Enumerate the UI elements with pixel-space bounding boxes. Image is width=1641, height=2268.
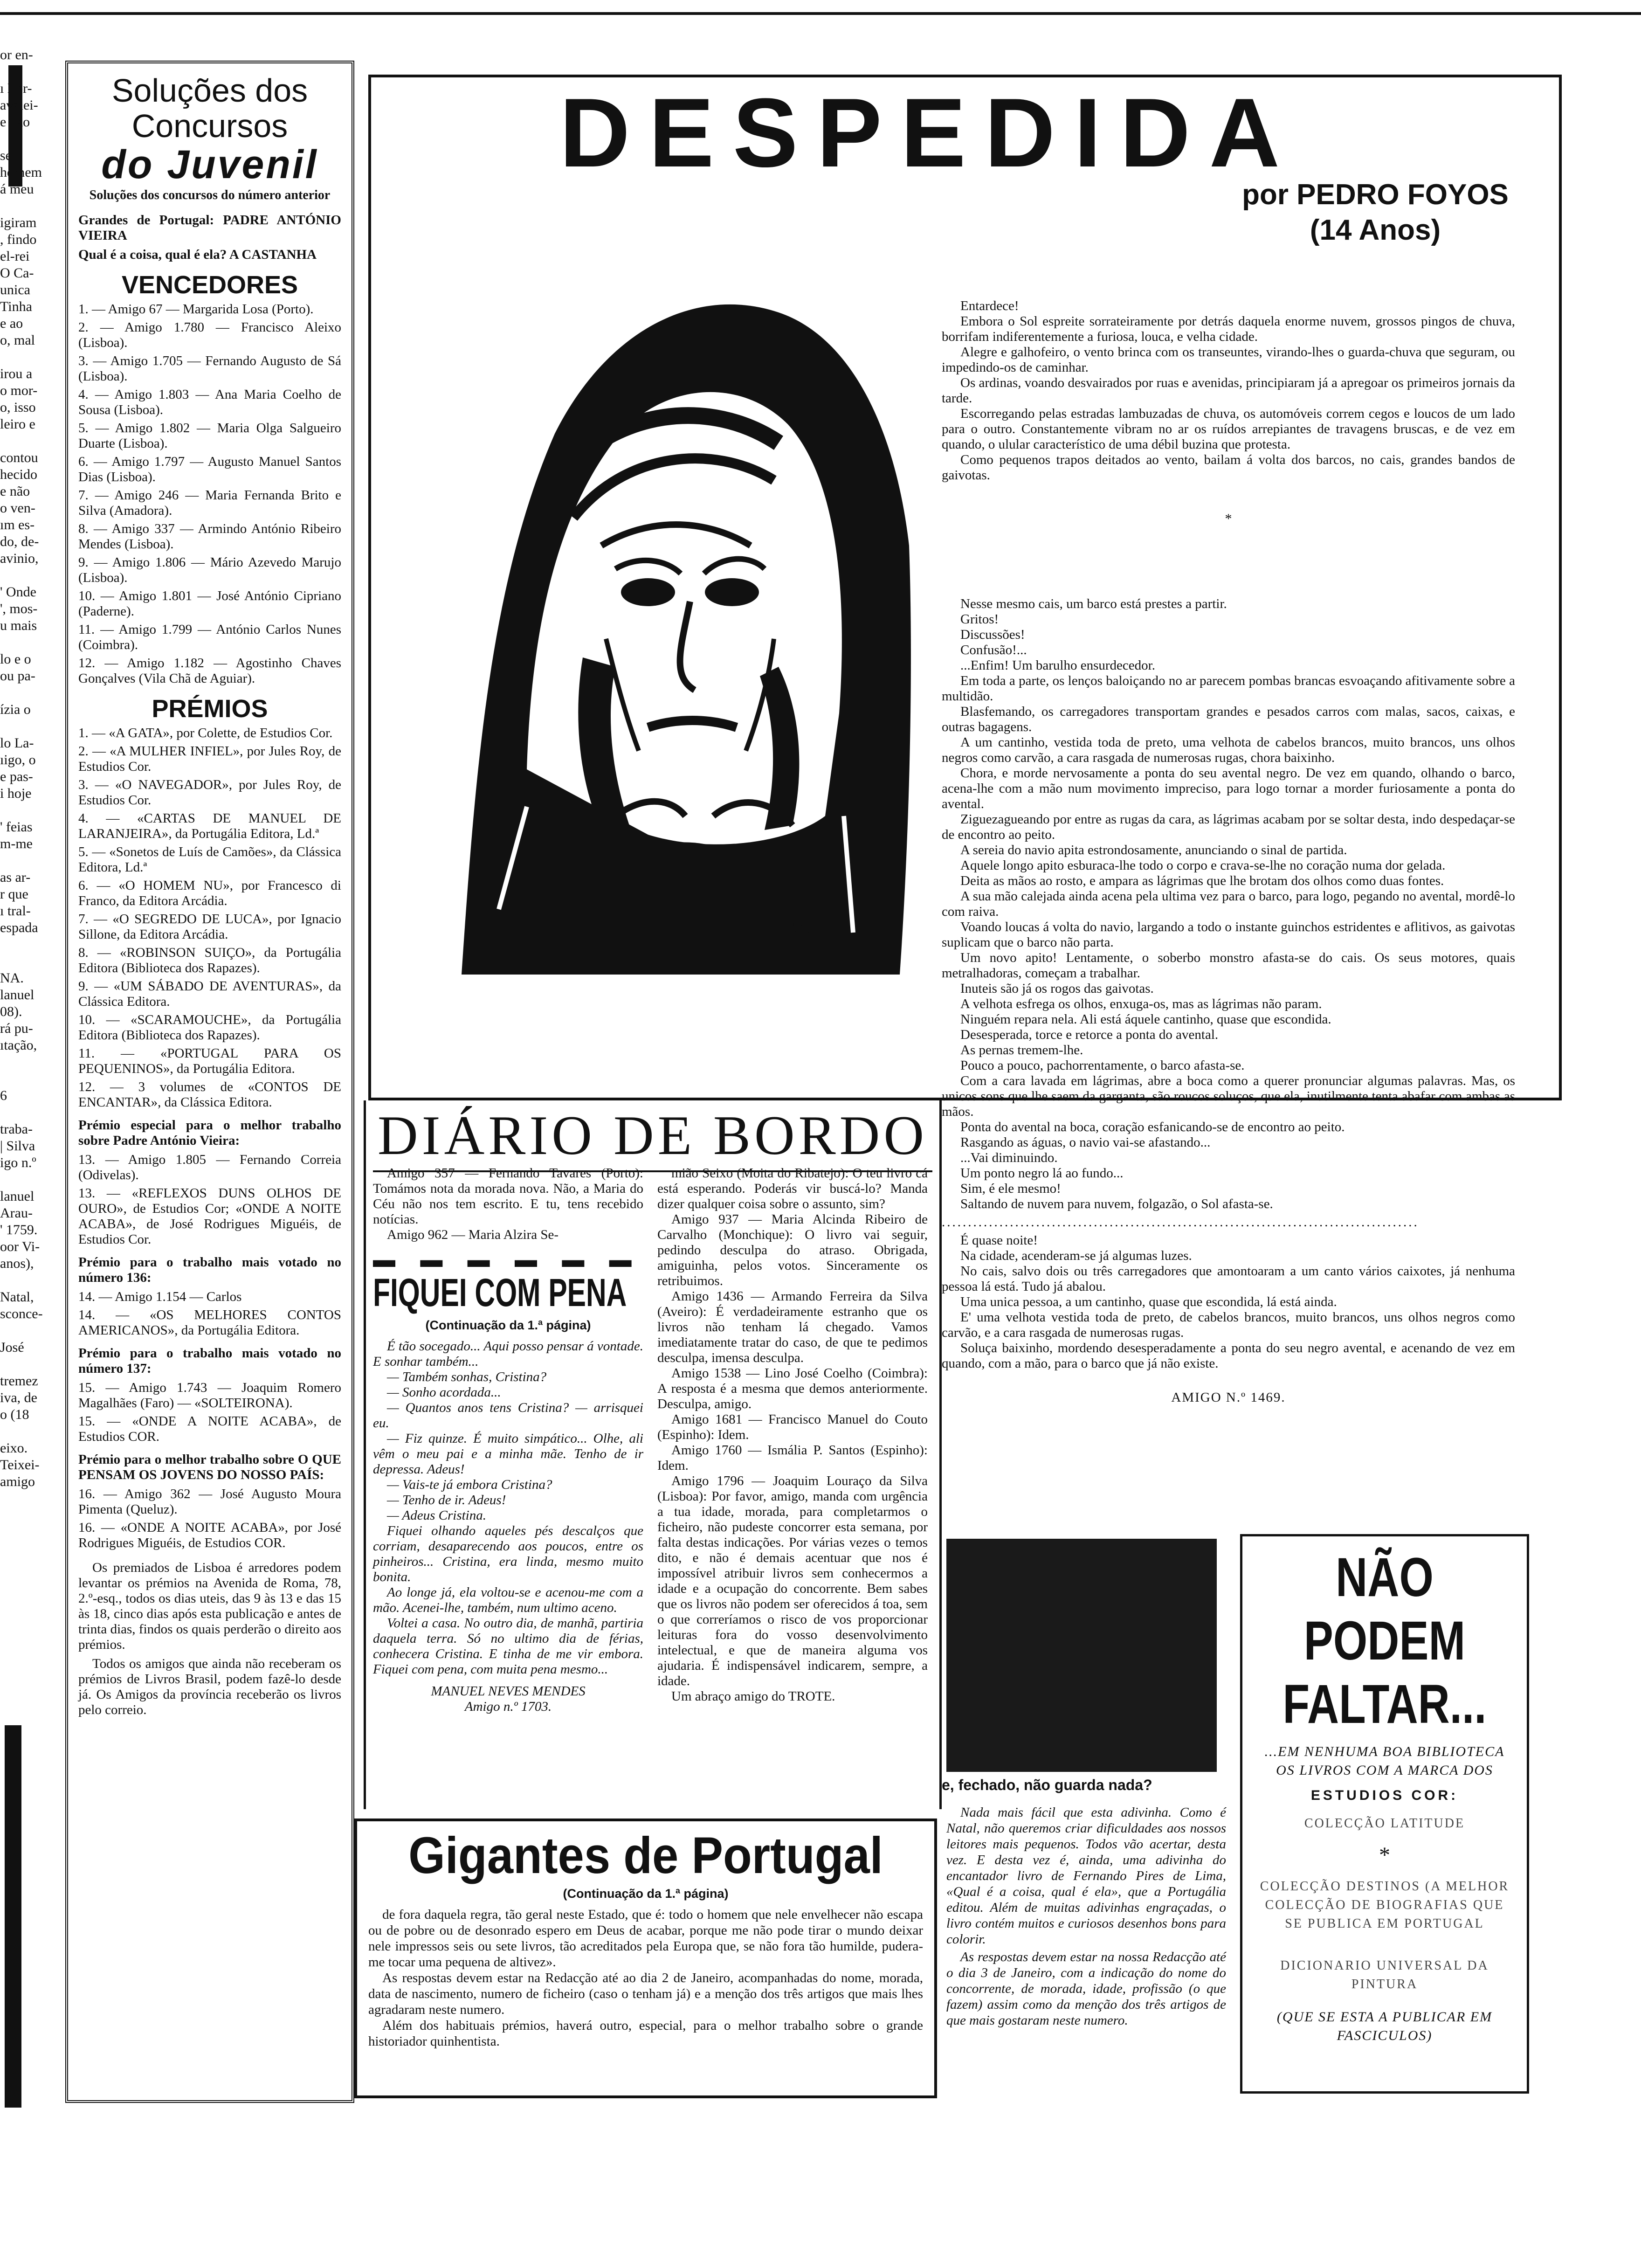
despedida-paras-a <box>942 298 1515 483</box>
winner-item: 11. — Amigo 1.799 — António Carlos Nunes (Coimbra). <box>78 622 341 652</box>
edge-fragment: leiro e <box>0 416 35 432</box>
despedida-paragraph: É quase noite! <box>960 1233 1038 1248</box>
despedida-paragraph: Com a cara lavada em lágrimas, abre a boca como a querer pronunciar algumas palavras. Mas, os unicos sons que lhe saem da garganta, são roucos soluços, que ela, inutilmente tenta abafar com ambas as mãos. <box>942 1073 1515 1119</box>
edge-fragment: 08). <box>0 1004 22 1019</box>
edge-fragment <box>0 1322 61 1339</box>
diario-paragraph: Amigo 1760 — Ismália P. Santos (Espinho): Idem. <box>657 1443 928 1473</box>
edge-fragment: ', mos- <box>0 601 38 616</box>
despedida-paragraph: A sereia do navio apita estrondosamente, anunciando o sinal de partida. <box>960 843 1347 857</box>
edge-fragment <box>0 634 61 651</box>
edge-fragment: | Silva <box>0 1138 35 1154</box>
edge-fragment: tremez <box>0 1373 38 1389</box>
diario-column-2 <box>657 1166 928 1704</box>
edge-fragment: ' Onde <box>0 584 36 600</box>
edge-fragment: el-rei <box>0 249 30 264</box>
nao-podem-faltar-box <box>1240 1534 1529 2094</box>
byline-age: (14 Anos) <box>1310 214 1441 246</box>
despedida-paragraph: Deita as mãos ao rosto, e ampara as lágrimas que lhe brotam dos olhos como duas fontes. <box>960 873 1444 888</box>
prize-item: 9. — «UM SÁBADO DE AVENTURAS», da Clássica Editora. <box>78 979 341 1009</box>
special-prize-item: 13. — «REFLEXOS DUNS OLHOS DE OURO», de Estudios Cor; «ONDE A NOITE ACABA», de José Rodrigues Miguéis, de Estudios Cor. <box>78 1186 341 1247</box>
edge-fragment: ıtação, <box>0 1037 37 1053</box>
juvenil-title-line1: Soluções dos Concursos <box>111 72 308 144</box>
despedida-paragraph: ...Enfim! Um barulho ensurdecedor. <box>960 658 1155 673</box>
despedida-paragraph: No cais, salvo dois ou três carregadores que amontoaram a um canto vários caixotes, já nenhuma pessoa lá está. Tudo já abalou. <box>942 1264 1515 1294</box>
diario-paragraph: Amigo 962 — Maria Alzira Se- <box>387 1227 559 1242</box>
edge-fragment <box>0 1272 61 1289</box>
fiquei-paragraph: — Vais-te já embora Cristina? <box>387 1477 552 1492</box>
edge-fragment <box>0 802 61 819</box>
fiquei-amigo: Amigo n.º 1703. <box>464 1699 552 1714</box>
despedida-paragraph: Pouco a pouco, pachorrentamente, o barco afasta-se. <box>960 1058 1245 1073</box>
prize-item: 7. — «O SEGREDO DE LUCA», por Ignacio Sillone, da Editora Arcádia. <box>78 912 341 942</box>
diario-paragraph: Um abraço amigo do TROTE. <box>671 1689 835 1704</box>
edge-fragment <box>0 1054 61 1071</box>
edge-fragment <box>0 349 61 366</box>
edge-fragment: m-me <box>0 836 33 851</box>
despedida-paragraph: Chora, e morde nervosamente a ponta do seu avental negro. De vez em quando, olhando o barco, acena-lhe com a mão num movimento impreciso, para logo tornar a morder furiosamente a ponta do avental. <box>942 766 1515 811</box>
special-prize-item: 14. — Amigo 1.154 — Carlos <box>78 1289 242 1304</box>
prizes-heading: PRÉMIOS <box>152 695 268 723</box>
special-prize-item: 15. — «ONDE A NOITE ACABA», de Estudios COR. <box>78 1414 341 1444</box>
despedida-paragraph: Confusão!... <box>960 643 1027 657</box>
dotted-separator: ........................................................................................... <box>942 1215 1419 1230</box>
fiquei-paragraph: Voltei a casa. No outro dia, de manhã, partiria daquela terra. Só no ultimo dia de férias, conhecera Cristina. E tinha de me vir embora. Fiquei com pena, com muita pena mesmo... <box>373 1616 643 1677</box>
dash-separator: ▬ ▬ ▬ ▬ ▬ ▬ <box>373 1247 641 1272</box>
despedida-paragraph: Um novo apito! Lentamente, o soberbo monstro afasta-se do cais. Os seus motores, quais metralhadoras, começam a trabalhar. <box>942 950 1515 981</box>
prize-item: 3. — «O NAVEGADOR», por Jules Roy, de Estudios Cor. <box>78 777 341 808</box>
winner-item: 5. — Amigo 1.802 — Maria Olga Salgueiro Duarte (Lisboa). <box>78 421 341 451</box>
diario-paragraph: Amigo 1796 — Joaquim Louraço da Silva (Lisboa): Por favor, amigo, manda com urgência a tua idade, morada, para completarmos o ficheiro, não pudeste concorrer esta semana, por falta destas indicações. Por várias vezes o temos dito, e não é demais acentuar que nos é impossível atribuir livros sem conhecermos a idade e a ocupação do concorrente. Bem sabes que os livros não podem ser oferecidos á toa, sem o que correríamos o risco de vos proporcionar leituras fora do vosso desenvolvimento intelectual, e que de maneira alguma vos ajudaria. É indispensável indicarem, sempre, a idade. <box>657 1473 928 1688</box>
winners-heading: VENCEDORES <box>121 271 298 299</box>
edge-fragment: u mais <box>0 618 37 633</box>
special-prize-2-label: Prémio para o trabalho mais votado no número 136: <box>78 1255 341 1285</box>
edge-fragment: avalei- <box>0 97 38 113</box>
edge-fragment: e não <box>0 484 30 499</box>
edge-fragment: o, isso <box>0 400 36 415</box>
npf-line-dicionario: DICIONARIO UNIVERSAL DA PINTURA <box>1280 1958 1489 1991</box>
edge-fragment: e pas- <box>0 769 33 784</box>
despedida-paragraph: Rasgando as águas, o navio vai-se afastando... <box>960 1135 1211 1150</box>
adivinha-paragraph: Nada mais fácil que esta adivinha. Como é Natal, não queremos criar dificuldades aos nossos leitores mais pequenos. Todos vão acertar, desta vez. E desta vez é, ainda, uma adivinha do encantador livro de Fernando Pires de Lima, «Qual é a coisa, qual é ela», que a Portugália editou. Além de muitas adivinhas engraçadas, o livro contém muitos e curiosos desenhos bons para colorir. <box>946 1805 1226 1947</box>
despedida-paragraph: Saltando de nuvem para nuvem, folgazão, o Sol afasta-se. <box>960 1196 1273 1211</box>
edge-fragment: se. <box>0 148 15 163</box>
diario-col1-paras <box>373 1166 643 1243</box>
edge-fragment: Arau- <box>0 1205 33 1221</box>
edge-fragment: NA. <box>0 970 24 986</box>
edge-fragment: ı tral- <box>0 903 31 919</box>
edge-fragment: ízia o <box>0 702 31 717</box>
prize-item: 6. — «O HOMEM NU», por Francesco di Franco, da Editora Arcádia. <box>78 878 341 908</box>
edge-fragment <box>0 567 61 584</box>
edge-fragment: eixo. <box>0 1440 28 1456</box>
edge-fragment: oor Vi- <box>0 1239 40 1254</box>
despedida-byline <box>1212 177 1538 248</box>
edge-fragment: lo La- <box>0 735 34 751</box>
edge-fragment: ı Ber- <box>0 81 32 96</box>
npf-title-1: NÃO PODEM <box>1303 1547 1466 1672</box>
gigantes-paragraph: de fora daquela regra, tão geral neste Estado, que é: todo o homem que nele envelhecer não escapa ou de pobre ou de desonrado espero em Deus de acabar, porque me não pode tirar o mundo deixar nele impressos seis ou sete livros, tão acreditados pela Europa que, se não fora tão humilde, pudera-me tocar uma pequena de altivez». <box>368 1907 923 1970</box>
edge-fragment: as ar- <box>0 870 31 885</box>
despedida-paragraph: Em toda a parte, os lenços baloiçando no ar parecem pombas brancas esvoaçando afitivamente sobre a multidão. <box>942 673 1515 704</box>
diario-paragraph: Amigo 357 — Fernando Tavares (Porto): Tomámos nota da morada nova. Não, a Maria do Céu não nos tem escrito. E tu, tens recebido notícias. <box>373 1166 643 1227</box>
edge-fragment: lo e o <box>0 651 31 667</box>
winner-item: 1. — Amigo 67 — Margarida Losa (Porto). <box>78 302 314 317</box>
edge-fragment: 6 <box>0 1088 7 1103</box>
diario-column-1 <box>373 1166 643 1715</box>
edge-fragment <box>0 433 61 449</box>
edge-fragment: á meu <box>0 181 34 197</box>
despedida-paragraph: Sim, é ele mesmo! <box>960 1181 1061 1196</box>
winner-item: 6. — Amigo 1.797 — Augusto Manuel Santos Dias (Lisboa). <box>78 454 341 484</box>
despedida-paragraph: Uma unica pessoa, a um cantinho, quase que escondida, lá está ainda. <box>960 1294 1337 1309</box>
fiquei-paragraph: — Sonho acordada... <box>387 1385 501 1400</box>
fiquei-author: MANUEL NEVES MENDES <box>431 1684 586 1699</box>
special-prize-2-items <box>78 1289 341 1338</box>
despedida-paragraph: Nesse mesmo cais, um barco está prestes a partir. <box>960 596 1227 611</box>
edge-fragment: r que <box>0 886 28 902</box>
juvenil-subtitle: Soluções dos concursos do número anterior <box>89 188 331 202</box>
winner-item: 10. — Amigo 1.801 — José António Cipriano (Paderne). <box>78 588 341 619</box>
special-prize-item: 16. — «ONDE A NOITE ACABA», por José Rodrigues Miguéis, de Estudios COR. <box>78 1520 341 1550</box>
despedida-paragraph: Aquele longo apito esburaca-lhe todo o corpo e crava-se-lhe no coração numa dor gelada. <box>960 858 1446 873</box>
winner-item: 7. — Amigo 246 — Maria Fernanda Brito e Silva (Amadora). <box>78 488 341 518</box>
adivinha-text <box>946 1805 1226 2030</box>
despedida-paragraph: Ponta do avental na boca, coração esfanicando-se de encontro ao peito. <box>960 1120 1345 1134</box>
special-prize-item: 15. — Amigo 1.743 — Joaquim Romero Magalhães (Faro) — «SOLTEIRONA). <box>78 1380 341 1411</box>
edge-fragment <box>0 953 61 970</box>
edge-fragment: o ven- <box>0 500 35 516</box>
special-prize-item: 13. — Amigo 1.805 — Fernando Correia (Odivelas). <box>78 1152 341 1182</box>
edge-fragment: o mor- <box>0 383 38 398</box>
edge-fragment: ' 1759. <box>0 1222 38 1238</box>
edge-fragment: i hoje <box>0 786 32 801</box>
illustration-signature: tossan <box>769 914 824 938</box>
edge-fragment: e ao <box>0 316 23 331</box>
fiquei-paragraph: É tão socegado... Aqui posso pensar á vontade. E sonhar também... <box>373 1339 643 1369</box>
despedida-paragraph: As pernas tremem-lhe. <box>960 1043 1083 1058</box>
top-rule <box>0 12 1641 15</box>
juvenil-note-2: Todos os amigos que ainda não receberam os prémios de Livros Brasil, podem fazê-lo desde já. Os Amigos da província receberão os livros pelo correio. <box>78 1656 341 1717</box>
prize-item: 12. — 3 volumes de «CONTOS DE ENCANTAR», da Clássica Editora. <box>78 1079 341 1110</box>
juvenil-title-line2: do Juvenil <box>101 142 318 187</box>
special-prize-1-items <box>78 1152 341 1247</box>
despedida-paras-b <box>942 596 1515 1212</box>
edge-fragment: , findo <box>0 232 37 247</box>
prize-item: 4. — «CARTAS DE MANUEL DE LARANJEIRA», da Portugália Editora, Ld.ª <box>78 811 341 841</box>
despedida-paragraph: Voando loucas á volta do navio, largando a todo o instante guinchos estridentes e aflitivos, as gaivotas suplicam que o barco não parta. <box>942 920 1515 950</box>
special-prize-4-label: Prémio para o melhor trabalho sobre O QUE PENSAM OS JOVENS DO NOSSO PAÍS: <box>78 1452 341 1482</box>
edge-fragment: espada <box>0 920 38 935</box>
edge-fragment: Tinha <box>0 299 32 314</box>
despedida-author: AMIGO N.º 1469. <box>1171 1390 1286 1405</box>
fiquei-paragraph: — Adeus Cristina. <box>387 1508 486 1523</box>
edge-fragment <box>0 1356 61 1373</box>
edge-fragment: iva, de <box>0 1390 37 1405</box>
despedida-paragraph: E' uma velhota vestida toda de preto, de cabelos brancos, muito brancos, uns olhos negros como carvão, e a cara rasgada de numerosas rugas. <box>942 1310 1515 1340</box>
fiquei-paragraph: — Também sonhas, Cristina? <box>387 1369 547 1384</box>
despedida-paragraph: A velhota esfrega os olhos, enxuga-os, mas as lágrimas não param. <box>960 996 1322 1011</box>
despedida-title: DESPEDIDA <box>559 78 1299 187</box>
special-prize-3-items <box>78 1380 341 1445</box>
winner-item: 4. — Amigo 1.803 — Ana Maria Coelho de Sousa (Lisboa). <box>78 387 341 417</box>
special-prize-item: 16. — Amigo 362 — José Augusto Moura Pimenta (Queluz). <box>78 1487 341 1517</box>
despedida-paragraph: Discussões! <box>960 627 1025 642</box>
fiquei-paragraph: — Tenho de ir. Adeus! <box>387 1493 506 1507</box>
edge-fragment: amigo <box>0 1474 35 1489</box>
winner-item: 3. — Amigo 1.705 — Fernando Augusto de Sá (Lisboa). <box>78 353 341 384</box>
fiquei-paragraph: — Quantos anos tens Cristina? — arrisquei eu. <box>373 1400 643 1431</box>
diario-paragraph: Amigo 1681 — Francisco Manuel do Couto (Espinho): Idem. <box>657 1412 928 1442</box>
edge-fragment: ım es- <box>0 517 35 532</box>
edge-fragment: Teixei- <box>0 1457 40 1473</box>
winner-item: 9. — Amigo 1.806 — Mário Azevedo Marujo (Lisboa). <box>78 555 341 585</box>
prize-item: 5. — «Sonetos de Luís de Camões», da Clássica Editora, Ld.ª <box>78 844 341 875</box>
despedida-paragraph: ...Vai diminuindo. <box>960 1150 1058 1165</box>
edge-fragment: avinio, <box>0 551 39 566</box>
diario-paragraph: Amigo 937 — Maria Alcinda Ribeiro de Carvalho (Monchique): O livro vai seguir, pedindo desculpa do atraso. Obrigada, amiguinha, pelos votos. Sinceramente os retribuimos. <box>657 1212 928 1288</box>
despedida-paragraph: Escorregando pelas estradas lambuzadas de chuva, os automóveis correm cegos e loucos de um lado para o outro. Constantemente vibram no ar os ruídos arrepiantes de travagens bruscas, e de vez em quando, o ulular característico de uma débil buzina que protesta. <box>942 406 1515 452</box>
diario-paragraph: Amigo 1538 — Lino José Coelho (Coimbra): A resposta é a mesma que demos anteriormente. Desculpa, amigo. <box>657 1366 928 1411</box>
despedida-paragraph: Blasfemando, os carregadores transportam grandes e pesados carros com malas, sacos, caixas, e outras bagagens. <box>942 704 1515 734</box>
prize-item: 8. — «ROBINSON SUIÇO», da Portugália Editora (Biblioteca dos Rapazes). <box>78 945 341 975</box>
special-prize-3-label: Prémio para o trabalho mais votado no número 137: <box>78 1346 341 1376</box>
fiquei-com-pena-title: FIQUEI COM PENA <box>373 1271 627 1314</box>
gigantes-title: Gigantes de Portugal <box>408 1827 883 1884</box>
despedida-paras-c <box>942 1233 1515 1371</box>
despedida-paragraph: A um cantinho, vestida toda de preto, uma velhota de cabelos brancos, muito brancos, uns olhos negros como carvão, a cara rasgada de numerosas rugas, chora baixinho. <box>942 735 1515 765</box>
edge-fragment: hecido <box>0 467 37 482</box>
byline-author: por PEDRO FOYOS <box>1242 179 1509 211</box>
despedida-paragraph: Soluça baixinho, mordendo desesperadamente a ponta do seu negro avental, e acenando de vez em quando, com a mão, para o barco que já não existe. <box>942 1341 1515 1371</box>
edge-fragment: igo n.º <box>0 1155 36 1170</box>
diario-col2-paras <box>657 1166 928 1704</box>
juvenil-note-1: Os premiados de Lisboa é arredores podem levantar os prémios na Avenida de Roma, 78, 2.º-esq., todos os dias uteis, das 9 às 13 e das 15 às 18, cinco dias após esta publicação e antes de trinta dias, findos os quais perderão o direito aos prémios. <box>78 1560 341 1652</box>
juvenil-column <box>65 61 354 2103</box>
despedida-paragraph: Entardece! <box>960 298 1019 313</box>
juvenil-answer-1: Grandes de Portugal: PADRE ANTÓNIO VIEIRA <box>78 213 341 243</box>
edge-fragment: igiram <box>0 215 37 230</box>
prize-item: 11. — «PORTUGAL PARA OS PEQUENINOS», da Portugália Editora. <box>78 1046 341 1076</box>
fiquei-paragraph: Fiquei olhando aqueles pés descalços que corriam, desaparecendo aos poucos, entre os pinheiros... Cristina, era linda, mesmo muito bonita. <box>373 1523 643 1584</box>
despedida-paragraph: Na cidade, acenderam-se já algumas luzes. <box>960 1248 1192 1263</box>
section-star: * <box>1225 511 1232 526</box>
edge-fragment: unica <box>0 282 30 297</box>
despedida-paragraph: Como pequenos trapos deitados ao vento, bailam á volta dos barcos, no cais, grandes bandos de gaivotas. <box>942 452 1515 483</box>
fiquei-paragraph: — Fiz quinze. É muito simpático... Olhe, ali vêm o meu pai e a minha mãe. Tenho de ir depressa. Adeus! <box>373 1431 643 1477</box>
diario-title: DIÁRIO DE BORDO <box>373 1105 932 1172</box>
edge-fragment: lanuel <box>0 987 34 1003</box>
fiquei-paras <box>373 1339 643 1677</box>
npf-line-destinos: COLECÇÃO DESTINOS (A MELHOR COLECÇÃO DE BIOGRAFIAS QUE SE PUBLICA EM PORTUGAL <box>1260 1879 1510 1931</box>
edge-fragment: irou a <box>0 366 33 381</box>
diario-paragraph: Amigo 1436 — Armando Ferreira da Silva (Aveiro): É verdadeiramente estranho que os livros não tenham lá chegado. Vamos imediatamente tratar do caso, de que te pedimos desculpa, imensa desculpa. <box>657 1289 928 1365</box>
special-prize-1-label: Prémio especial para o melhor trabalho sobre Padre António Vieira: <box>78 1118 341 1148</box>
despedida-paragraph: Inuteis são já os rogos das gaivotas. <box>960 981 1154 996</box>
edge-fragment: traba- <box>0 1121 33 1137</box>
adivinha-paragraph: As respostas devem estar na nossa Redacção até o dia 3 de Janeiro, com a indicação do nome do concorrente, de morada, idade, profissão (o que fazem) assim como da menção dos três artigos de que mais gostaram neste numero. <box>946 1950 1226 2028</box>
npf-line-latitude: COLECÇÃO LATITUDE <box>1304 1816 1465 1831</box>
despedida-paragraph: Um ponto negro lá ao fundo... <box>960 1166 1124 1181</box>
despedida-paragraph: Alegre e galhofeiro, o vento brinca com os transeuntes, virando-lhes o guarda-chuva que seguram, ou impedindo-os de caminhar. <box>942 345 1515 375</box>
edge-fragment: O Ca- <box>0 265 34 281</box>
old-woman-illustration <box>406 256 918 984</box>
npf-line-fasciculos: (QUE SE ESTA A PUBLICAR EM FASCICULOS) <box>1276 2009 1493 2043</box>
winner-item: 2. — Amigo 1.780 — Francisco Aleixo (Lisboa). <box>78 320 341 350</box>
gigantes-continuation: (Continuação da 1.ª página) <box>563 1887 729 1901</box>
diario-paragraph: mião Seixo (Moita do Ribatejo): O teu livro cá está esperando. Poderás vir buscá-lo? Manda dizer qualquer coisa sobre o assunto, sim? <box>657 1166 928 1211</box>
winner-item: 12. — Amigo 1.182 — Agostinho Chaves Gonçalves (Vila Chã de Aguiar). <box>78 656 341 686</box>
dark-photo <box>946 1539 1217 1772</box>
edge-fragment: contou <box>0 450 38 465</box>
despedida-paragraph: A sua mão calejada ainda acena pela ultima vez para o barco, para logo, pegando no avental, mordê-lo com raiva. <box>942 889 1515 919</box>
edge-fragment: ıigo, o <box>0 752 36 768</box>
prize-item: 10. — «SCARAMOUCHE», da Portugália Editora (Biblioteca dos Rapazes). <box>78 1012 341 1043</box>
edge-fragment: o, mal <box>0 332 35 348</box>
gigantes-text <box>368 1907 923 2049</box>
juvenil-answer-2: Qual é a coisa, qual é ela? A CASTANHA <box>78 247 317 262</box>
special-prize-item: 14. — «OS MELHORES CONTOS AMERICANOS», da Portugália Editora. <box>78 1307 341 1338</box>
gigantes-paragraph: As respostas devem estar na Redacção até ao dia 2 de Janeiro, acompanhadas do nome, morada, data de nascimento, numero de ficheiro (caso o tenham já) e a menção dos três artigos que mais lhes agradaram neste numero. <box>368 1971 923 2017</box>
despedida-text <box>942 298 1515 1405</box>
despedida-paragraph: Embora o Sol espreite sorrateiramente por detrás daquela enorme nuvem, grossos pingos de chuva, borrifam indiferentemente a furiosa, louca, e velha cidade. <box>942 314 1515 344</box>
npf-title-2: FALTAR... <box>1282 1673 1487 1735</box>
edge-black-bar-bottom <box>5 1725 21 2108</box>
edge-fragment <box>0 852 61 869</box>
edge-fragment <box>0 1423 61 1440</box>
edge-fragment: e não <box>0 114 30 130</box>
prizes-list <box>78 726 341 1110</box>
despedida-paragraph: Gritos! <box>960 612 999 627</box>
despedida-paragraph: Ziguezagueando por entre as rugas da cara, as lágrimas acabam por se soltar desta, indo despedaçar-se de encontro ao peito. <box>942 812 1515 842</box>
edge-fragment <box>0 198 61 214</box>
prize-item: 2. — «A MULHER INFIEL», por Jules Roy, de Estudios Cor. <box>78 744 341 774</box>
despedida-paragraph: Ninguém repara nela. Ali está áquele cantinho, quase que escondida. <box>960 1012 1331 1027</box>
special-prize-4-items <box>78 1487 341 1551</box>
edge-fragment <box>0 936 61 953</box>
edge-fragment: sconce- <box>0 1306 43 1321</box>
edge-fragment: Natal, <box>0 1289 34 1305</box>
edge-fragment <box>0 1071 61 1087</box>
edge-fragment: rá pu- <box>0 1021 33 1036</box>
edge-fragment <box>0 131 61 147</box>
edge-fragment: o (18 <box>0 1407 29 1422</box>
winners-list <box>78 302 341 686</box>
edge-fragment <box>0 685 61 701</box>
edge-fragment: homem <box>0 165 42 180</box>
gigantes-paragraph: Além dos habituais prémios, haverá outro, especial, para o melhor trabalho sobre o grande historiador quinhentista. <box>368 2018 923 2049</box>
npf-star: * <box>1379 1843 1390 1867</box>
edge-fragment: do, de- <box>0 534 39 549</box>
adivinha-caption: e, fechado, não guarda nada? <box>942 1777 1152 1793</box>
prize-item: 1. — «A GATA», por Colette, de Estudios Cor. <box>78 726 333 740</box>
despedida-paragraph: Os ardinas, voando desvairados por ruas e avenidas, principiaram já a apregoar os primeiros jornais da tarde. <box>942 375 1515 406</box>
edge-fragment: or en- <box>0 47 33 62</box>
despedida-paragraph: Desesperada, torce e retorce a ponta do avental. <box>960 1027 1219 1042</box>
edge-fragment: José <box>0 1340 24 1355</box>
fiquei-paragraph: Ao longe já, ela voltou-se e acenou-me com a mão. Acenei-lhe, também, num ultimo aceno. <box>373 1585 643 1615</box>
edge-fragment <box>0 1104 61 1121</box>
gigantes-box <box>354 1819 937 2098</box>
edge-fragment: anos), <box>0 1256 34 1271</box>
winner-item: 8. — Amigo 337 — Armindo António Ribeiro Mendes (Lisboa). <box>78 521 341 552</box>
fiquei-continuation: (Continuação da 1.ª página) <box>425 1318 591 1332</box>
edge-fragment <box>0 718 61 735</box>
edge-fragment <box>0 1171 61 1188</box>
npf-brand: ESTUDIOS COR: <box>1310 1788 1459 1803</box>
edge-fragment: ou pa- <box>0 668 35 684</box>
edge-fragment: lanuel <box>0 1189 34 1204</box>
edge-fragment: ' feias <box>0 819 33 835</box>
edge-fragment <box>0 63 61 80</box>
npf-text: ...EM NENHUMA BOA BIBLIOTECA OS LIVROS COM A MARCA DOS <box>1264 1744 1505 1778</box>
